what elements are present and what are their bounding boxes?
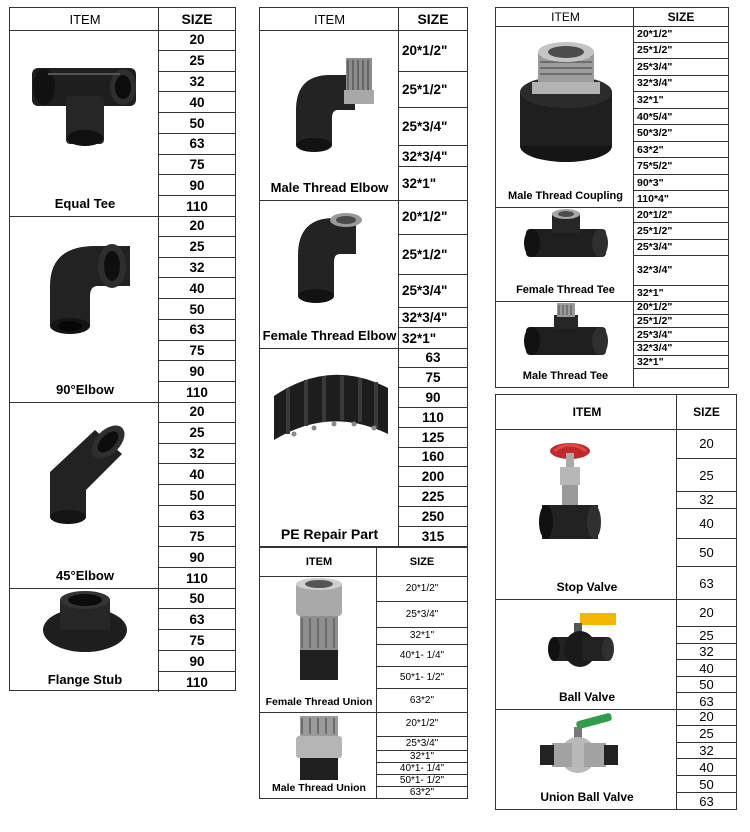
size-cell: 63 — [159, 506, 235, 527]
size-cell: 63*2" — [409, 786, 435, 798]
size-cell: 50 — [159, 113, 235, 134]
ball-valve-icon — [496, 599, 678, 689]
size-cell: 50 — [159, 588, 235, 609]
size-cell: 20*1/2" — [399, 30, 467, 72]
size-cell: 25*3/4" — [634, 328, 728, 342]
thread-coupling-table — [495, 7, 729, 388]
size-cell: 25*3/4" — [377, 737, 467, 751]
size-cell: 90 — [159, 547, 235, 568]
item-header: ITEM — [69, 11, 101, 27]
size-cell: 32*1" — [634, 356, 728, 370]
size-cell: 63 — [399, 348, 467, 368]
product-group-female-thread-elbow — [260, 200, 467, 349]
size-cell: 32*1" — [402, 175, 437, 191]
size-cell: 75 — [159, 527, 235, 548]
product-name: Female Thread Elbow — [262, 328, 397, 344]
size-cell: 40*5/4" — [634, 109, 728, 126]
product-group-male-thread-elbow — [260, 30, 467, 201]
size-header: SIZE — [633, 8, 728, 26]
table-header — [10, 8, 235, 31]
product-name: Female Thread Union — [265, 695, 373, 708]
product-name: Equal Tee — [54, 196, 116, 212]
size-cell: 25*1/2" — [399, 72, 467, 108]
size-cell: 20*1/2" — [634, 301, 728, 315]
size-cell: 110 — [399, 408, 467, 428]
elbow-45-icon — [10, 402, 160, 552]
male-thread-tee-icon — [496, 301, 635, 371]
product-name: Flange Stub — [47, 672, 123, 688]
size-cell: 25 — [159, 237, 235, 258]
size-cell: 315 — [421, 529, 445, 545]
size-cell: 50*1- 1/2" — [377, 775, 467, 787]
product-group-45-elbow — [10, 402, 235, 589]
size-cell: 32 — [159, 444, 235, 465]
table-header — [260, 548, 467, 577]
size-cell: 25*1/2" — [634, 223, 728, 239]
product-name: Union Ball Valve — [540, 790, 634, 805]
item-header: ITEM — [551, 10, 580, 24]
female-thread-tee-icon — [496, 207, 635, 287]
size-cell: 110 — [186, 384, 208, 400]
item-header: ITEM — [313, 11, 346, 27]
size-cell: 32*3/4" — [399, 308, 467, 329]
size-cell: 40 — [159, 278, 235, 299]
size-cell: 25*3/4" — [377, 602, 467, 628]
size-cell: 40 — [677, 509, 736, 539]
flange-stub-icon — [10, 588, 160, 668]
size-cell: 63 — [159, 609, 235, 630]
thread-elbow-table — [259, 7, 468, 547]
size-cell: 63 — [699, 793, 714, 809]
equal-tee-table — [9, 7, 236, 691]
product-group-union-ball-valve — [496, 709, 736, 809]
product-name: PE Repair Part — [280, 525, 379, 542]
size-cell: 63*2" — [409, 694, 435, 706]
size-cell: 20 — [677, 599, 736, 627]
size-cell: 90 — [159, 175, 235, 196]
size-cell: 20*1/2" — [377, 576, 467, 602]
product-group-equal-tee — [10, 30, 235, 217]
item-header: ITEM — [305, 556, 333, 568]
repair-part-icon — [260, 348, 399, 498]
size-cell: 32*1" — [637, 287, 664, 300]
size-cell: 32*1" — [634, 92, 728, 109]
size-header: SIZE — [398, 8, 467, 30]
size-header: SIZE — [676, 395, 736, 429]
size-cell: 25*1/2" — [634, 43, 728, 60]
size-cell: 110 — [186, 198, 208, 214]
size-cell: 63 — [699, 693, 714, 709]
size-cell: 110 — [186, 570, 208, 586]
size-cell: 75 — [159, 341, 235, 362]
size-cell: 25*3/4" — [634, 59, 728, 76]
size-cell: 40 — [159, 464, 235, 485]
size-cell: 25 — [677, 459, 736, 492]
product-group-female-thread-tee — [496, 207, 728, 302]
elbow-90-icon — [10, 216, 160, 366]
size-cell: 32 — [677, 644, 736, 661]
product-name: Stop Valve — [556, 580, 618, 595]
product-group-stop-valve — [496, 429, 736, 600]
product-group-male-thread-coupling — [496, 26, 728, 208]
size-cell: 20 — [159, 216, 235, 237]
product-group-male-thread-union — [260, 712, 467, 798]
size-cell: 125 — [399, 428, 467, 448]
size-cell: 200 — [399, 467, 467, 487]
size-cell: 20 — [159, 402, 235, 423]
product-name: Male Thread Coupling — [508, 190, 623, 203]
product-group-pe-repair-part — [260, 348, 467, 546]
table-header — [260, 8, 467, 31]
size-cell: 50 — [159, 299, 235, 320]
size-cell: 160 — [399, 448, 467, 468]
size-cell: 50 — [159, 485, 235, 506]
size-cell: 32 — [677, 492, 736, 509]
size-cell: 25 — [159, 51, 235, 72]
stop-valve-icon — [496, 429, 678, 569]
size-cell: 75 — [399, 368, 467, 388]
size-cell: 50 — [677, 776, 736, 793]
size-cell: 32 — [159, 258, 235, 279]
size-cell: 75 — [159, 630, 235, 651]
size-cell: 25 — [677, 627, 736, 644]
size-cell: 63 — [159, 134, 235, 155]
size-cell: 50*1- 1/2" — [377, 667, 467, 689]
size-cell: 40 — [159, 92, 235, 113]
size-cell: 90 — [399, 388, 467, 408]
size-cell: 25*1/2" — [634, 315, 728, 329]
size-cell: 32*1" — [402, 330, 437, 346]
size-cell: 25*3/4" — [399, 275, 467, 308]
product-group-90-elbow — [10, 216, 235, 403]
female-thread-elbow-icon — [260, 200, 399, 310]
size-cell: 32*1" — [377, 628, 467, 644]
size-cell: 32*3/4" — [634, 256, 728, 286]
size-cell: 20*1/2" — [634, 26, 728, 43]
size-cell: 32*3/4" — [399, 146, 467, 167]
male-thread-elbow-icon — [260, 30, 399, 170]
item-header: ITEM — [572, 405, 602, 419]
size-cell: 40 — [677, 759, 736, 776]
product-group-flange-stub — [10, 588, 235, 692]
product-name: Male Thread Elbow — [270, 180, 389, 196]
thread-union-table — [259, 547, 468, 799]
product-group-female-thread-union — [260, 576, 467, 713]
size-cell: 75 — [159, 155, 235, 176]
product-name: Male Thread Tee — [522, 370, 609, 383]
size-cell: 25*1/2" — [399, 235, 467, 275]
size-cell: 20*1/2" — [634, 207, 728, 223]
size-cell: 225 — [399, 487, 467, 507]
male-thread-union-icon — [260, 712, 378, 784]
size-cell: 20 — [677, 429, 736, 459]
product-name: Male Thread Union — [272, 781, 366, 794]
size-cell: 50 — [677, 677, 736, 694]
size-cell — [634, 369, 728, 387]
size-header: SIZE — [376, 548, 467, 576]
size-cell: 63 — [699, 575, 714, 591]
product-group-ball-valve — [496, 599, 736, 710]
size-cell: 90 — [159, 651, 235, 672]
size-cell: 90 — [159, 361, 235, 382]
size-cell: 32*3/4" — [634, 76, 728, 93]
size-cell: 250 — [399, 507, 467, 527]
size-cell: 40 — [677, 660, 736, 677]
size-cell: 40*1- 1/4" — [377, 763, 467, 775]
union-ball-valve-icon — [496, 709, 678, 789]
size-cell: 50 — [677, 539, 736, 567]
size-cell: 90*3" — [634, 175, 728, 192]
size-cell: 20 — [677, 709, 736, 726]
size-cell: 20 — [159, 30, 235, 51]
size-cell: 32*1" — [377, 751, 467, 763]
table-header — [496, 8, 728, 27]
size-cell: 20*1/2" — [377, 712, 467, 737]
size-cell: 63 — [159, 320, 235, 341]
size-cell: 40*1- 1/4" — [377, 645, 467, 667]
female-thread-union-icon — [260, 576, 378, 688]
valve-table — [495, 394, 737, 810]
size-cell: 20*1/2" — [399, 200, 467, 235]
size-cell: 32*3/4" — [634, 342, 728, 356]
size-cell: 25*3/4" — [399, 108, 467, 146]
size-cell: 63*2" — [634, 142, 728, 159]
male-thread-coupling-icon — [496, 26, 635, 186]
size-cell: 25*3/4" — [634, 240, 728, 256]
size-cell: 32 — [677, 743, 736, 760]
size-cell: 25 — [159, 423, 235, 444]
product-name: Female Thread Tee — [516, 284, 615, 297]
product-name: Ball Valve — [558, 690, 616, 705]
product-name: 45°Elbow — [56, 568, 114, 584]
table-header — [496, 395, 736, 430]
size-cell: 50*3/2" — [634, 125, 728, 142]
equal-tee-icon — [10, 30, 160, 180]
product-name: 90°Elbow — [56, 382, 114, 398]
size-cell: 75*5/2" — [634, 158, 728, 175]
product-group-male-thread-tee — [496, 301, 728, 387]
size-header: SIZE — [158, 8, 235, 30]
size-cell: 110 — [186, 674, 208, 690]
size-cell: 32 — [159, 72, 235, 93]
size-cell: 25 — [677, 726, 736, 743]
size-cell: 110*4" — [637, 193, 669, 206]
